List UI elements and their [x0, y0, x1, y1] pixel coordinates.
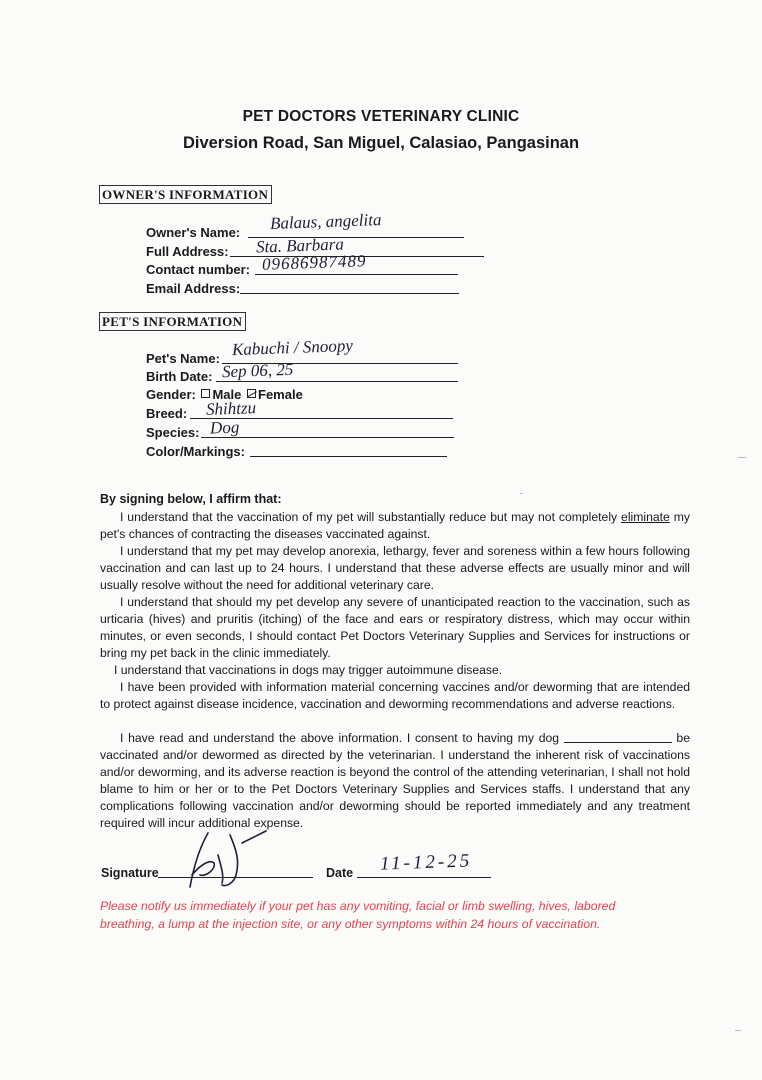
signature-label: Signature — [101, 866, 159, 880]
date-value[interactable]: 11-12-25 — [379, 850, 473, 875]
female-checkbox[interactable] — [247, 389, 256, 398]
pet-section-title: PET'S INFORMATION — [99, 312, 246, 331]
email-address-line[interactable] — [240, 293, 459, 294]
consent-paragraph-3: I understand that should my pet develop any severe of unanticipated reaction to the vaccination, such as urticaria (hives) and pruritis (itching) of the face and ears or respiratory distress, which may occur within minutes, or even seconds, I should contact Pet Doctors Veterinary Supplies and Services for instructions or bring my pet back in the clinic immediately. — [100, 595, 690, 660]
clinic-address: Diversion Road, San Miguel, Calasiao, Pangasinan — [182, 134, 580, 152]
date-line — [357, 877, 491, 878]
gender-label: Gender: — [146, 387, 196, 402]
consent-paragraph-2: I understand that my pet may develop anorexia, lethargy, fever and soreness within a few hours following vaccination and can last up to 24 hours. I understand that these adverse effects are usually minor and will usually resolve without the need for additional veterinary care. — [100, 544, 690, 592]
consent-paragraph-6 — [100, 730, 690, 832]
color-markings-label: Color/Markings: — [146, 444, 245, 459]
p6-text-end: be vaccinated and/or dewormed as directed by the veterinarian. I understand the inherent risk of vaccinations and/or deworming, and its adverse reaction is beyond the control of the attending veterinarian, I shall not hold blame to him or her or to the Pet Doctors Veterinary Supplies and Services staffs. I understand that any complications following vaccination and/or deworming should be reported immediately and any treatment required will incur additional expense. — [100, 731, 690, 830]
owner-name-value[interactable]: Balaus, angelita — [269, 210, 382, 233]
gender-male-label: Male — [212, 387, 242, 402]
p6-text-start: I have read and understand the above information. I consent to having my dog — [120, 731, 564, 745]
scan-speck — [520, 493, 523, 494]
birth-date-value[interactable]: Sep 06, 25 — [221, 359, 294, 382]
handwritten-signature — [170, 825, 290, 905]
full-address-label: Full Address: — [146, 244, 229, 259]
scan-speck — [738, 457, 746, 458]
male-checkbox[interactable] — [201, 389, 210, 398]
gender-female-label: Female — [258, 387, 303, 402]
scan-speck — [735, 1030, 741, 1031]
consent-paragraph-1 — [100, 509, 690, 543]
contact-number-line — [255, 274, 458, 275]
date-label: Date — [326, 866, 354, 880]
consent-paragraph-5: I have been provided with information material concerning vaccines and/or deworming that are intended to protect against disease incidence, vaccination and deworming recommendations and adverse reactions. — [100, 680, 690, 711]
contact-number-value[interactable]: 09686987489 — [261, 251, 367, 274]
color-markings-line[interactable] — [250, 456, 447, 457]
dog-name-blank[interactable] — [564, 732, 672, 743]
contact-number-label: Contact number: — [146, 262, 250, 277]
consent-intro: By signing below, I affirm that: — [100, 492, 282, 506]
p1-text-start: I understand that the vaccination of my pet will substantially reduce but may not completely — [120, 510, 622, 524]
pet-name-value[interactable]: Kabuchi / Snoopy — [231, 335, 354, 360]
owner-name-label: Owner's Name: — [146, 225, 241, 240]
birth-date-label: Birth Date: — [146, 369, 213, 384]
species-value[interactable]: Dog — [209, 417, 240, 438]
p1-text-end: my pet's chances of contracting the diseases vaccinated against. — [100, 510, 690, 541]
email-address-label: Email Address: — [146, 281, 241, 296]
clinic-name: PET DOCTORS VETERINARY CLINIC — [242, 108, 520, 125]
breed-value[interactable]: Shihtzu — [205, 398, 257, 419]
breed-label: Breed: — [146, 406, 188, 421]
full-address-value[interactable]: Sta. Barbara — [255, 234, 345, 257]
p1-underlined-word: eliminate — [621, 510, 670, 524]
species-label: Species: — [146, 425, 200, 440]
pet-name-label: Pet's Name: — [146, 351, 220, 366]
post-vaccination-notice: Please notify us immediately if your pet has any vomiting, facial or limb swelling, hives, labored breathing, a lump at the injection site, or any other symptoms within 24 hours of vaccination. — [100, 899, 616, 931]
consent-paragraph-4: I understand that vaccinations in dogs may trigger autoimmune disease. — [114, 663, 503, 677]
owner-section-title: OWNER'S INFORMATION — [99, 185, 272, 204]
